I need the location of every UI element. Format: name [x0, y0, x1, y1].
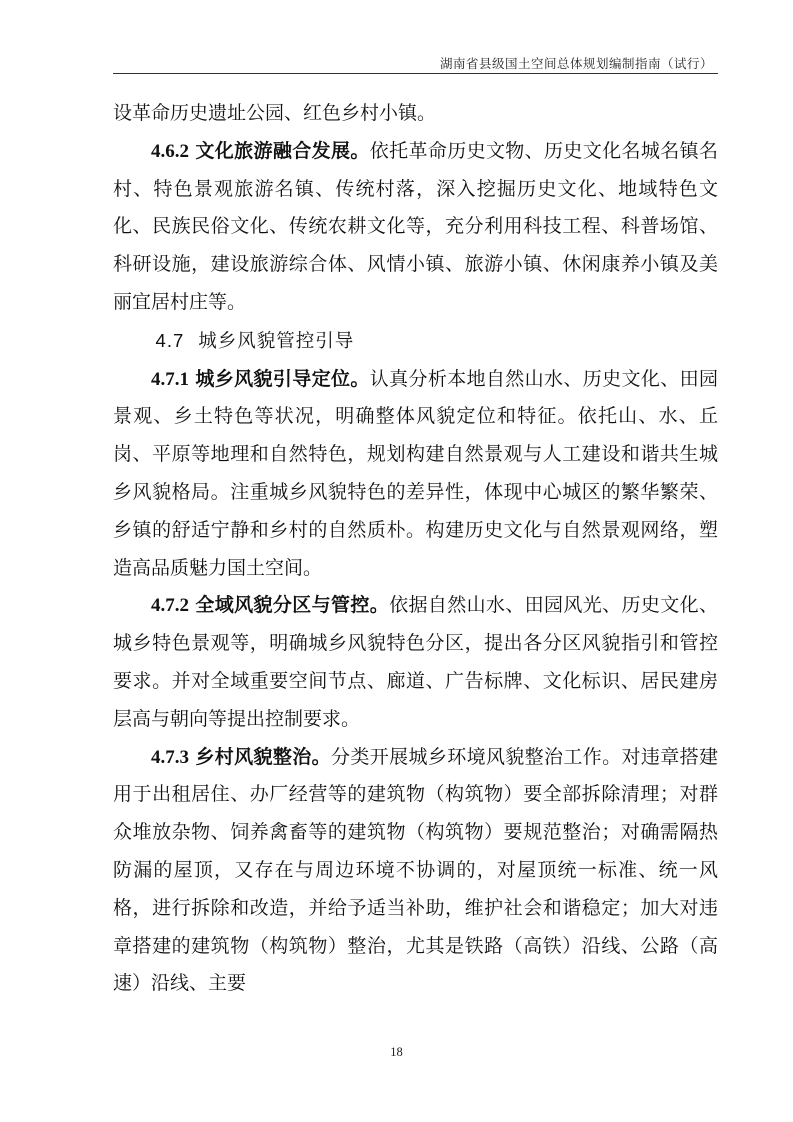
clause-heading: 全域风貌分区与管控。 — [195, 594, 390, 617]
paragraph-text: 依据自然山水、田园风光、历史文化、城乡特色景观等，明确城乡风貌特色分区，提出各分区风貌指引和管控要求。并对全域重要空间节点、廊道、广告标牌、文化标识、居民建房层高与朝向等提出控制要求。 — [113, 594, 718, 730]
section-title: 城乡风貌管控引导 — [198, 330, 355, 352]
header-divider — [113, 73, 718, 74]
clause-heading: 文化旅游融合发展。 — [195, 139, 370, 162]
paragraph-continuation — [113, 95, 718, 133]
document-body — [113, 95, 718, 1003]
clause-heading: 乡村风貌整治。 — [195, 745, 331, 768]
paragraph-4-7-1 — [113, 361, 718, 588]
paragraph-text: 设革命历史遗址公园、红色乡村小镇。 — [113, 102, 437, 124]
paragraph-4-7-2 — [113, 587, 718, 738]
running-header: 湖南省县级国土空间总体规划编制指南（试行） — [439, 56, 713, 71]
clause-number: 4.7.2 — [151, 595, 189, 617]
page-number: 18 — [390, 1045, 403, 1059]
clause-number: 4.6.2 — [151, 140, 189, 162]
paragraph-text: 依托革命历史文物、历史文化名城名镇名村、特色景观旅游名镇、传统村落，深入挖掘历史文化、地域特色文化、民族民俗文化、传统农耕文化等，充分利用科技工程、科普场馆、科研设施，建设旅游综合体、风情小镇、旅游小镇、休闲康养小镇及美丽宜居村庄等。 — [113, 139, 718, 313]
clause-number: 4.7.1 — [151, 368, 189, 390]
paragraph-text: 分类开展城乡环境风貌整治工作。对违章搭建用于出租居住、办厂经营等的建筑物（构筑物）要全部拆除清理；对群众堆放杂物、饲养禽畜等的建筑物（构筑物）要规范整治；对确需隔热防漏的屋顶，又存在与周边环境不协调的，对屋顶统一标准、统一风格，进行拆除和改造，并给予适当补助，维护社会和谐稳定；加大对违章搭建的建筑物（构筑物）整治，尤其是铁路（高铁）沿线、公路（高速）沿线、主要 — [113, 745, 718, 995]
clause-number: 4.7.3 — [151, 746, 189, 768]
paragraph-text: 认真分析本地自然山水、历史文化、田园景观、乡土特色等状况，明确整体风貌定位和特征。依托山、水、丘岗、平原等地理和自然特色，规划构建自然景观与人工建设和谐共生城乡风貌格局。注重城乡风貌特色的差异性，体现中心城区的繁华繁荣、乡镇的舒适宁静和乡村的自然质朴。构建历史文化与自然景观网络，塑造高品质魅力国土空间。 — [113, 367, 718, 579]
clause-heading: 城乡风貌引导定位。 — [195, 367, 370, 390]
paragraph-4-6-2 — [113, 133, 718, 322]
section-heading-4-7 — [113, 322, 718, 361]
section-number: 4.7 — [155, 329, 185, 351]
paragraph-4-7-3 — [113, 739, 718, 1004]
